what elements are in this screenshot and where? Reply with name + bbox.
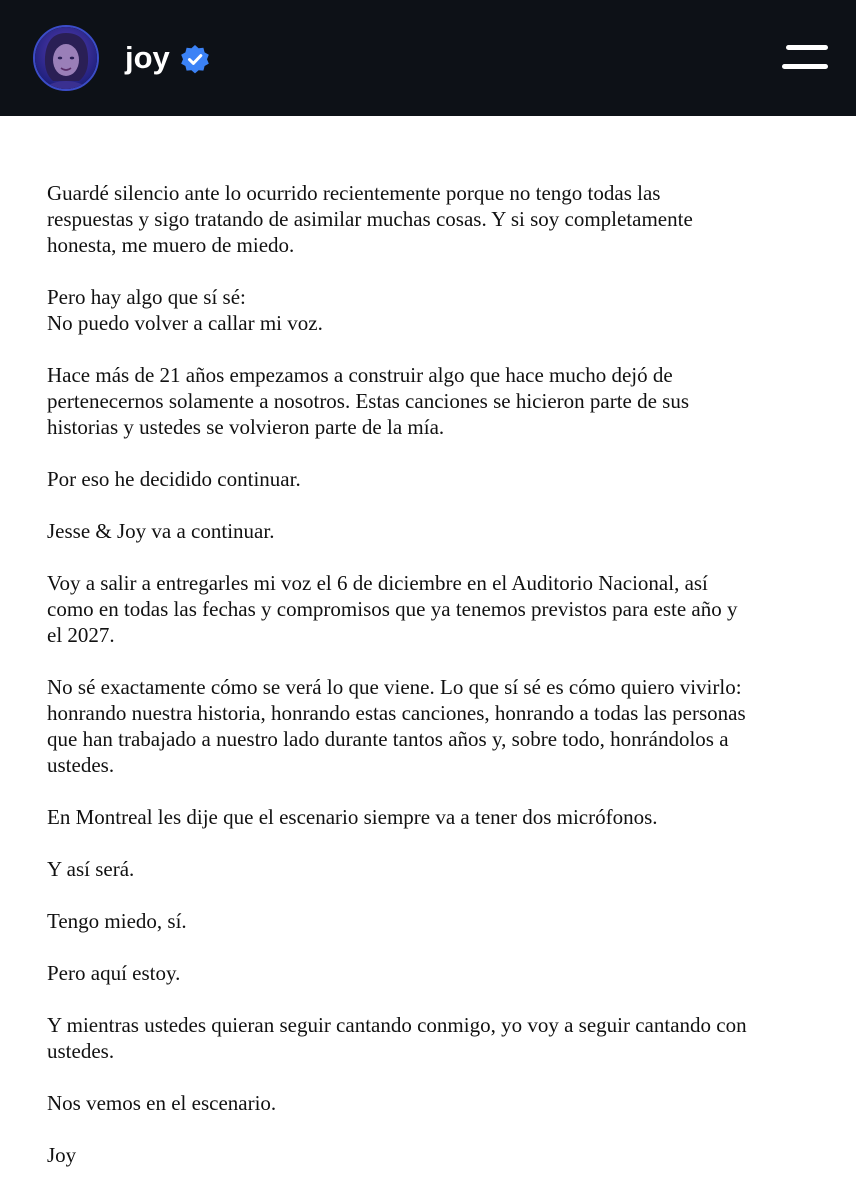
post-paragraph: Tengo miedo, sí. [47, 909, 187, 933]
post-paragraph: No sé exactamente cómo se verá lo que viene. Lo que sí sé es cómo quiero vivirlo: honrando nuestra historia, honrando estas canciones, honrando a todas las personas que han trabajado a nuestro lado durante tantos años y, sobre todo, honrándolos a ustedes. [47, 675, 746, 777]
menu-line [782, 64, 828, 69]
menu-line [786, 45, 828, 50]
post-paragraph: Voy a salir a entregarles mi voz el 6 de diciembre en el Auditorio Nacional, así como en todas las fechas y compromisos que ya tenemos previstos para este año y el 2027. [47, 571, 738, 647]
post-paragraph: Y mientras ustedes quieran seguir cantando conmigo, yo voy a seguir cantando con ustedes. [47, 1013, 747, 1063]
post-paragraph: Y así será. [47, 857, 135, 881]
username[interactable]: joy [125, 40, 170, 75]
avatar[interactable] [33, 25, 99, 91]
verified-badge-icon [179, 44, 211, 76]
post-paragraph: Pero hay algo que sí sé: No puedo volver a callar mi voz. [47, 285, 323, 335]
post-paragraph: Jesse & Joy va a continuar. [47, 519, 275, 543]
post-paragraph: Pero aquí estoy. [47, 961, 181, 985]
post-body [47, 180, 837, 1168]
profile-header [0, 0, 856, 116]
post-signature: Joy [47, 1143, 77, 1167]
menu-icon[interactable] [782, 42, 830, 72]
post-paragraph: En Montreal les dije que el escenario siempre va a tener dos micrófonos. [47, 805, 658, 829]
post-paragraph: Por eso he decidido continuar. [47, 467, 301, 491]
post-paragraph: Nos vemos en el escenario. [47, 1091, 277, 1115]
avatar-photo [35, 27, 97, 89]
post-paragraph: Guardé silencio ante lo ocurrido recientemente porque no tengo todas las respuestas y sigo tratando de asimilar muchas cosas. Y si soy completamente honesta, me muero de miedo. [47, 181, 693, 257]
post-paragraph: Hace más de 21 años empezamos a construir algo que hace mucho dejó de pertenecernos solamente a nosotros. Estas canciones se hicieron parte de sus historias y ustedes se volvieron parte de la mía. [47, 363, 690, 439]
